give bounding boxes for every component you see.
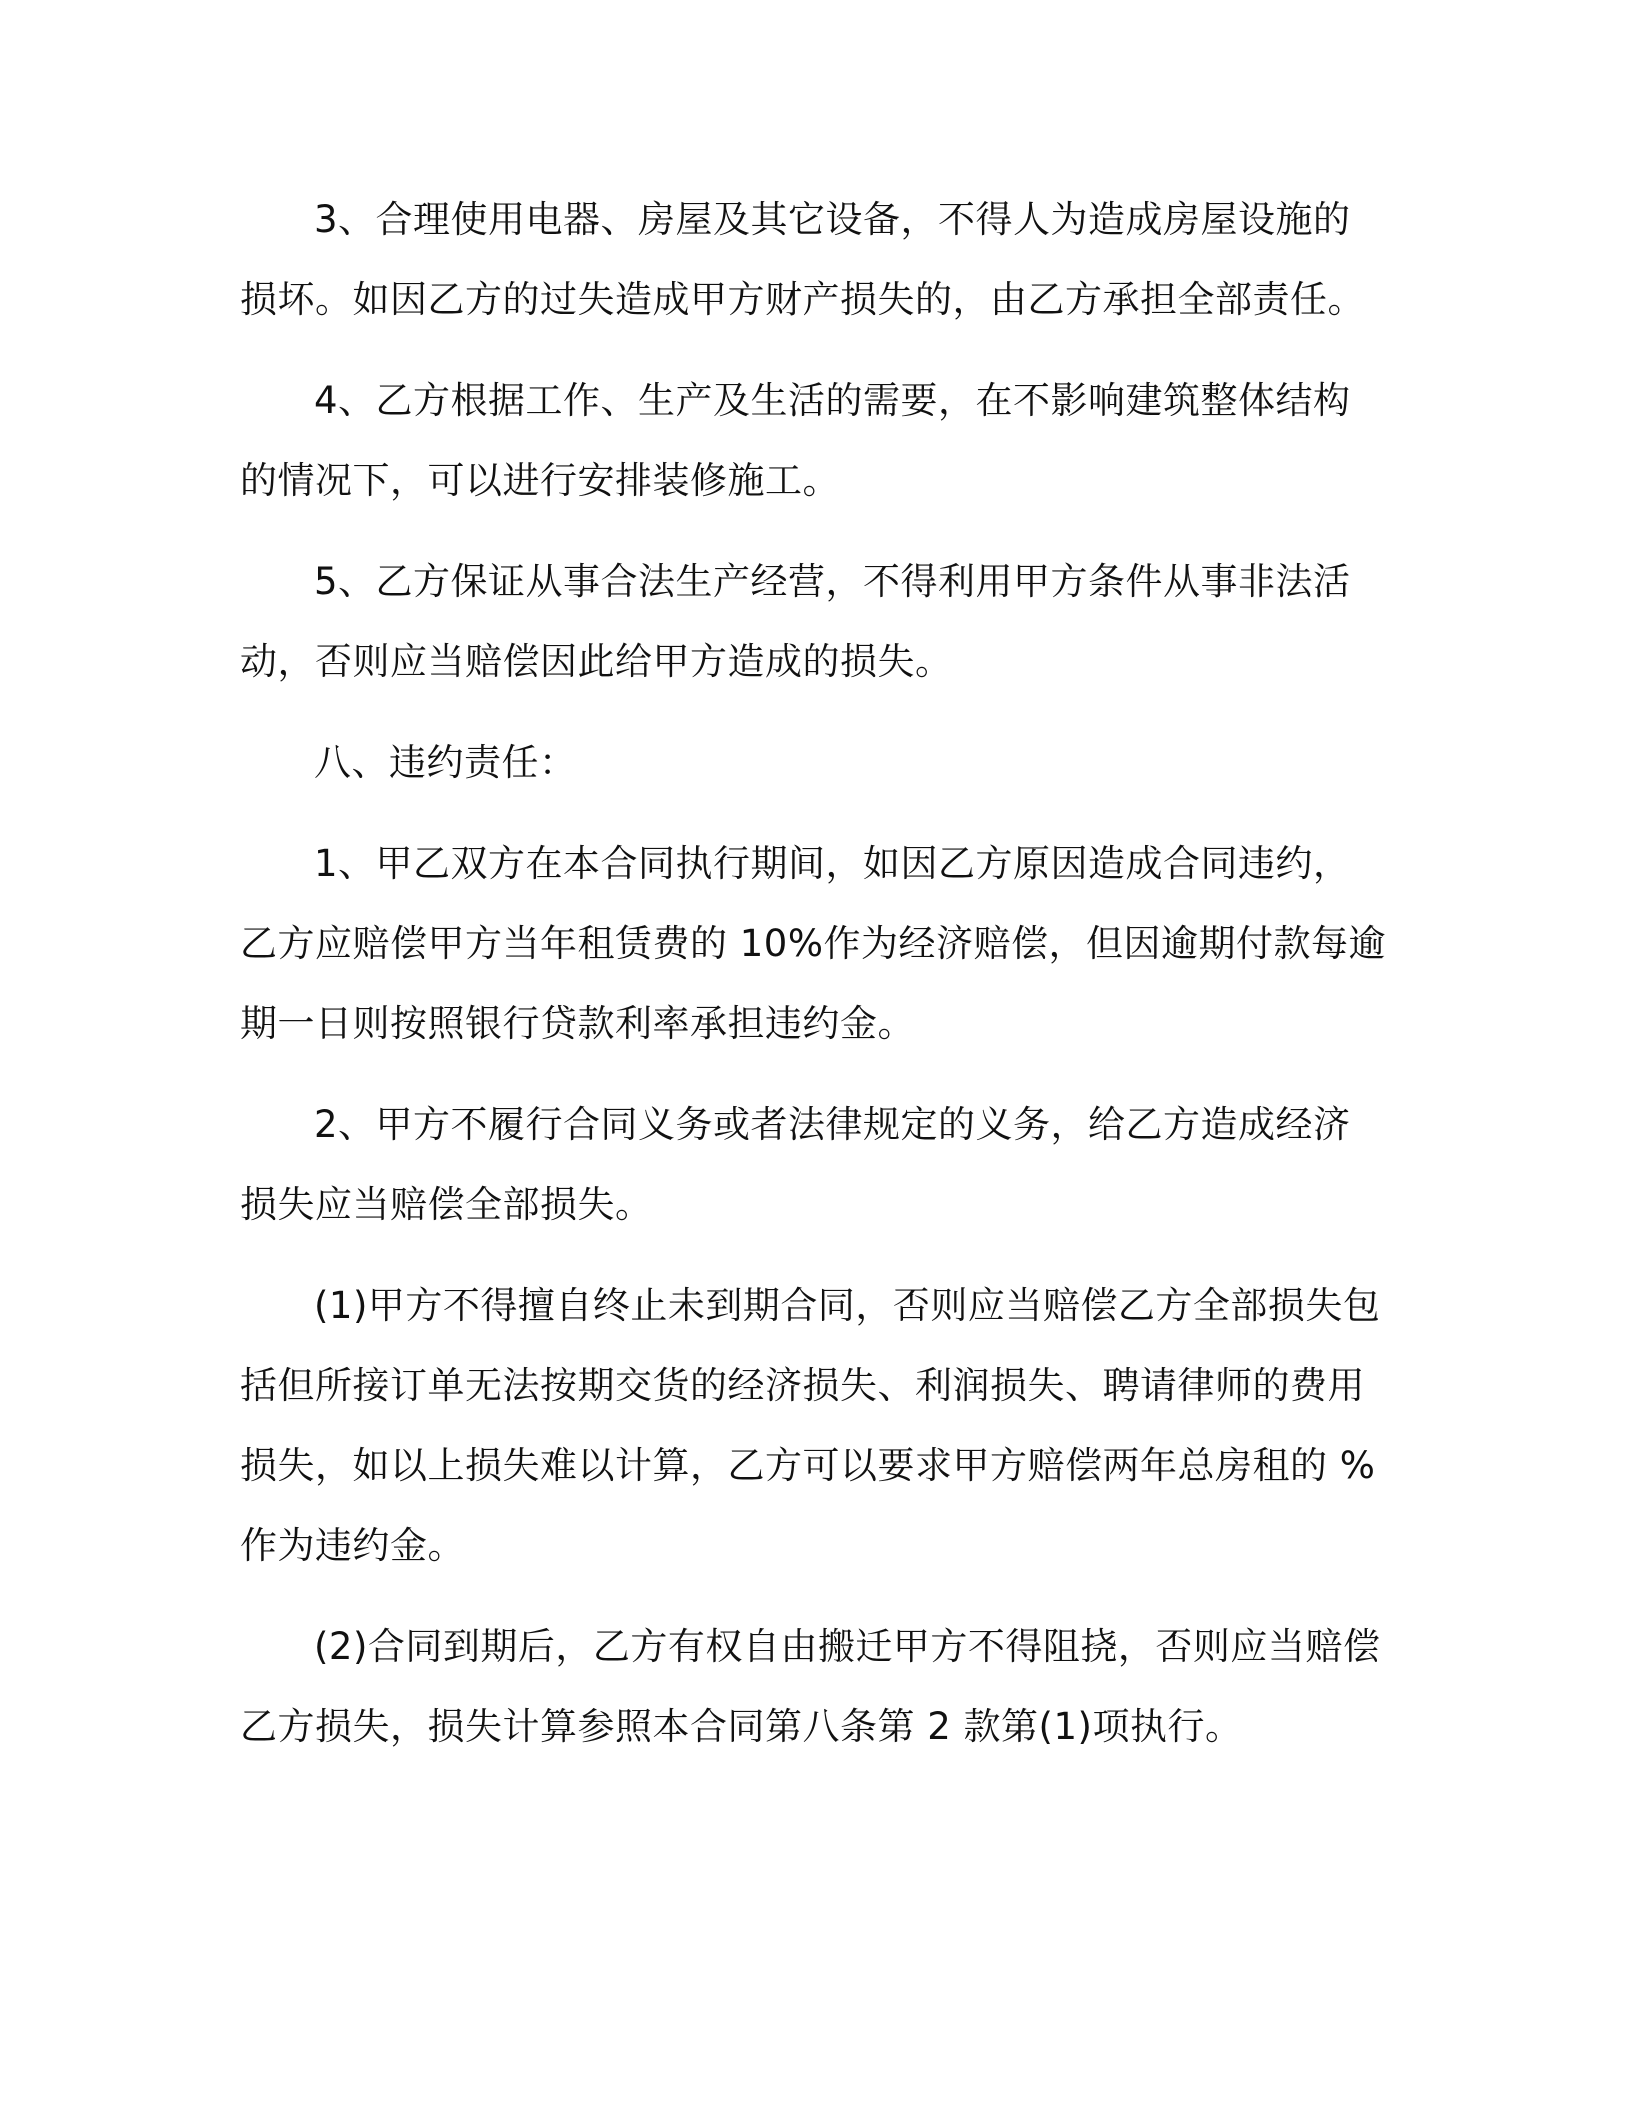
document-body	[240, 180, 1400, 1788]
text-line: 乙方应赔偿甲方当年租赁费的 10%作为经济赔偿，但因逾期付款每逾	[240, 922, 1386, 965]
paragraph-clause-3	[240, 180, 1400, 340]
text-line: 损失应当赔偿全部损失。	[240, 1183, 653, 1226]
paragraph-clause-4	[240, 361, 1400, 521]
text-line: 括但所接订单无法按期交货的经济损失、利润损失、聘请律师的费用	[240, 1364, 1365, 1407]
text-line: 乙方损失，损失计算参照本合同第八条第 2 款第(1)项执行。	[240, 1705, 1243, 1748]
text-line: 动，否则应当赔偿因此给甲方造成的损失。	[240, 640, 953, 683]
text-line: 期一日则按照银行贷款利率承担违约金。	[240, 1002, 915, 1045]
paragraph-breach-1	[240, 824, 1400, 1064]
text-line: 1、甲乙双方在本合同执行期间，如因乙方原因造成合同违约，	[314, 842, 1351, 885]
text-line: 八、违约责任：	[314, 741, 577, 784]
paragraph-breach-2-item-1	[240, 1266, 1400, 1586]
paragraph-breach-2	[240, 1085, 1400, 1245]
text-line: 2、甲方不履行合同义务或者法律规定的义务，给乙方造成经济	[314, 1103, 1351, 1146]
section-heading-breach-liability	[240, 723, 1400, 803]
paragraph-breach-2-item-2	[240, 1607, 1400, 1767]
text-line: 作为违约金。	[240, 1524, 465, 1567]
text-line: (1)甲方不得擅自终止未到期合同，否则应当赔偿乙方全部损失包	[314, 1284, 1381, 1327]
text-line: (2)合同到期后，乙方有权自由搬迁甲方不得阻挠，否则应当赔偿	[314, 1625, 1381, 1668]
text-line: 4、乙方根据工作、生产及生活的需要，在不影响建筑整体结构	[314, 379, 1351, 422]
text-line: 的情况下，可以进行安排装修施工。	[240, 459, 840, 502]
text-line: 损失，如以上损失难以计算，乙方可以要求甲方赔偿两年总房租的 %	[240, 1444, 1376, 1487]
text-line: 3、合理使用电器、房屋及其它设备，不得人为造成房屋设施的	[314, 198, 1351, 241]
paragraph-clause-5	[240, 542, 1400, 702]
text-line: 损坏。如因乙方的过失造成甲方财产损失的，由乙方承担全部责任。	[240, 278, 1365, 321]
text-line: 5、乙方保证从事合法生产经营，不得利用甲方条件从事非法活	[314, 560, 1351, 603]
